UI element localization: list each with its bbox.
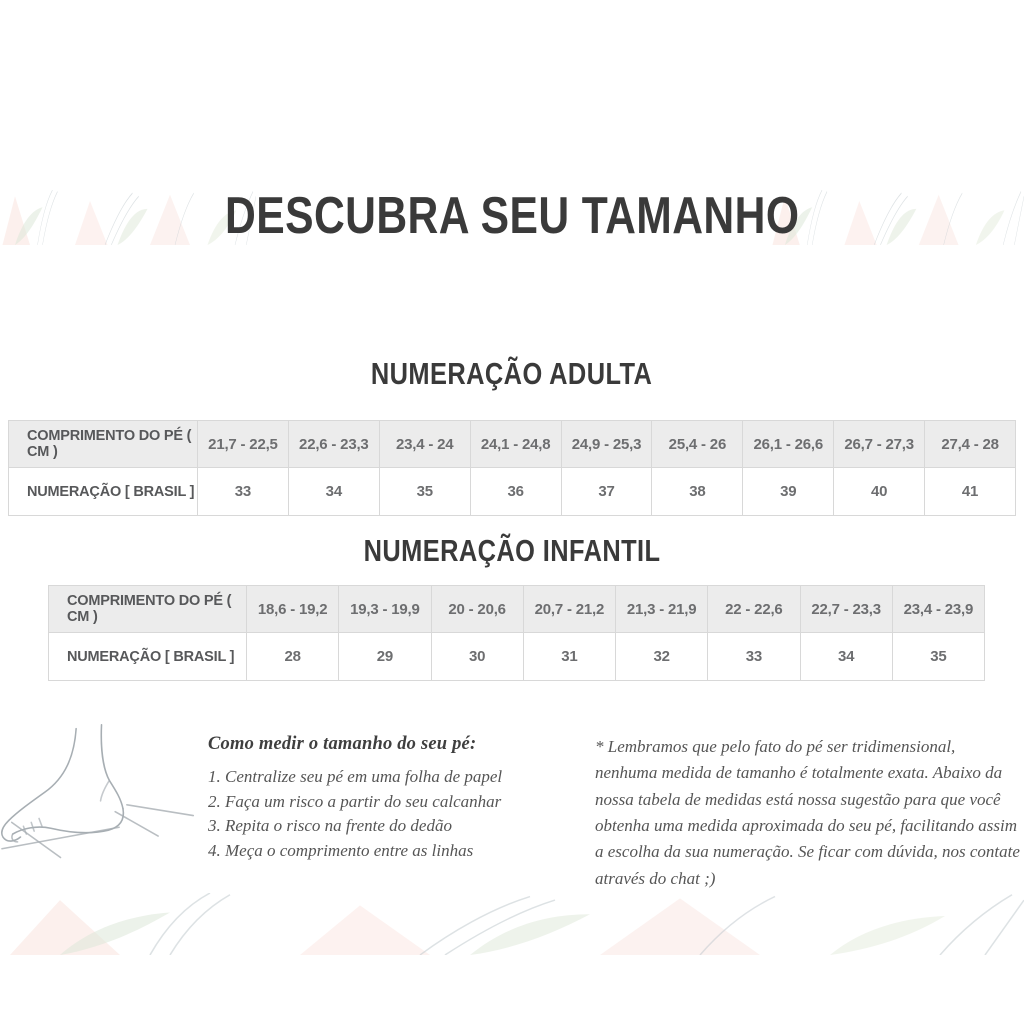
how-to-measure bbox=[208, 734, 593, 864]
infant-length-cell: 18,6 - 19,2 bbox=[246, 586, 338, 633]
how-to-heading: Como medir o tamanho do seu pé: bbox=[208, 734, 477, 754]
foot-measurement-icon bbox=[0, 716, 205, 878]
how-to-step-3: 3. Repita o risco na frente do dedão bbox=[208, 816, 452, 836]
adult-length-cell: 26,1 - 26,6 bbox=[742, 421, 833, 468]
infant-size-cell: 34 bbox=[800, 633, 892, 680]
adult-length-cell: 22,6 - 23,3 bbox=[288, 421, 379, 468]
adult-size-cell: 41 bbox=[924, 468, 1015, 515]
infant-size-cell: 30 bbox=[431, 633, 523, 680]
adult-size-cell: 34 bbox=[288, 468, 379, 515]
infant-size-cell: 31 bbox=[523, 633, 615, 680]
adult-length-cell: 26,7 - 27,3 bbox=[833, 421, 924, 468]
adult-length-cell: 23,4 - 24 bbox=[379, 421, 470, 468]
page-title bbox=[0, 186, 1024, 246]
adult-size-cell: 33 bbox=[197, 468, 288, 515]
infant-length-cell: 21,3 - 21,9 bbox=[615, 586, 707, 633]
adult-row-label-size: NUMERAÇÃO [ BRASIL ] bbox=[27, 483, 195, 500]
infant-size-cell: 33 bbox=[707, 633, 799, 680]
adult-length-cell: 21,7 - 22,5 bbox=[197, 421, 288, 468]
infant-length-cell: 22,7 - 23,3 bbox=[800, 586, 892, 633]
adult-length-cell: 24,1 - 24,8 bbox=[470, 421, 561, 468]
infant-row-label-length: COMPRIMENTO DO PÉ ( CM ) bbox=[49, 586, 246, 633]
adult-size-cell: 38 bbox=[651, 468, 742, 515]
infant-length-cell: 19,3 - 19,9 bbox=[338, 586, 430, 633]
infant-row-label-size: NUMERAÇÃO [ BRASIL ] bbox=[67, 648, 235, 665]
adult-length-cell: 24,9 - 25,3 bbox=[561, 421, 652, 468]
how-to-step-4: 4. Meça o comprimento entre as linhas bbox=[208, 840, 474, 860]
adult-size-cell: 36 bbox=[470, 468, 561, 515]
infant-length-cell: 20,7 - 21,2 bbox=[523, 586, 615, 633]
adult-row-label-length: COMPRIMENTO DO PÉ ( CM ) bbox=[9, 421, 197, 468]
adult-size-cell: 37 bbox=[561, 468, 652, 515]
disclaimer-note: * Lembramos que pelo fato do pé ser tridimensional, nenhuma medida de tamanho é totalmente exata. Abaixo da nossa tabela de medidas está nossa sugestão para que você obtenha uma medida aproximada do seu pé, facilitando assim a escolha da sua numeração. Se ficar com dúvida, nos contate através do chat ;) bbox=[595, 737, 1020, 888]
page-title-text: DESCUBRA SEU TAMANHO bbox=[224, 187, 800, 245]
infant-size-cell: 29 bbox=[338, 633, 430, 680]
infant-length-cell: 23,4 - 23,9 bbox=[892, 586, 984, 633]
infant-size-cell: 35 bbox=[892, 633, 984, 680]
infant-section-title: NUMERAÇÃO INFANTIL bbox=[363, 533, 661, 568]
adult-length-cell: 27,4 - 28 bbox=[924, 421, 1015, 468]
decorative-pattern-bottom bbox=[0, 893, 1024, 955]
how-to-step-1: 1. Centralize seu pé em uma folha de papel bbox=[208, 767, 503, 786]
adult-size-cell: 35 bbox=[379, 468, 470, 515]
adult-size-cell: 39 bbox=[742, 468, 833, 515]
adult-size-cell: 40 bbox=[833, 468, 924, 515]
infant-length-cell: 22 - 22,6 bbox=[707, 586, 799, 633]
infant-size-cell: 28 bbox=[246, 633, 338, 680]
infant-size-table bbox=[48, 585, 985, 681]
adult-length-cell: 25,4 - 26 bbox=[651, 421, 742, 468]
how-to-step-2: 2. Faça um risco a partir do seu calcanhar bbox=[208, 791, 502, 811]
infant-size-cell: 32 bbox=[615, 633, 707, 680]
infant-length-cell: 20 - 20,6 bbox=[431, 586, 523, 633]
adult-size-table bbox=[8, 420, 1016, 516]
adult-section-title: NUMERAÇÃO ADULTA bbox=[371, 356, 653, 391]
